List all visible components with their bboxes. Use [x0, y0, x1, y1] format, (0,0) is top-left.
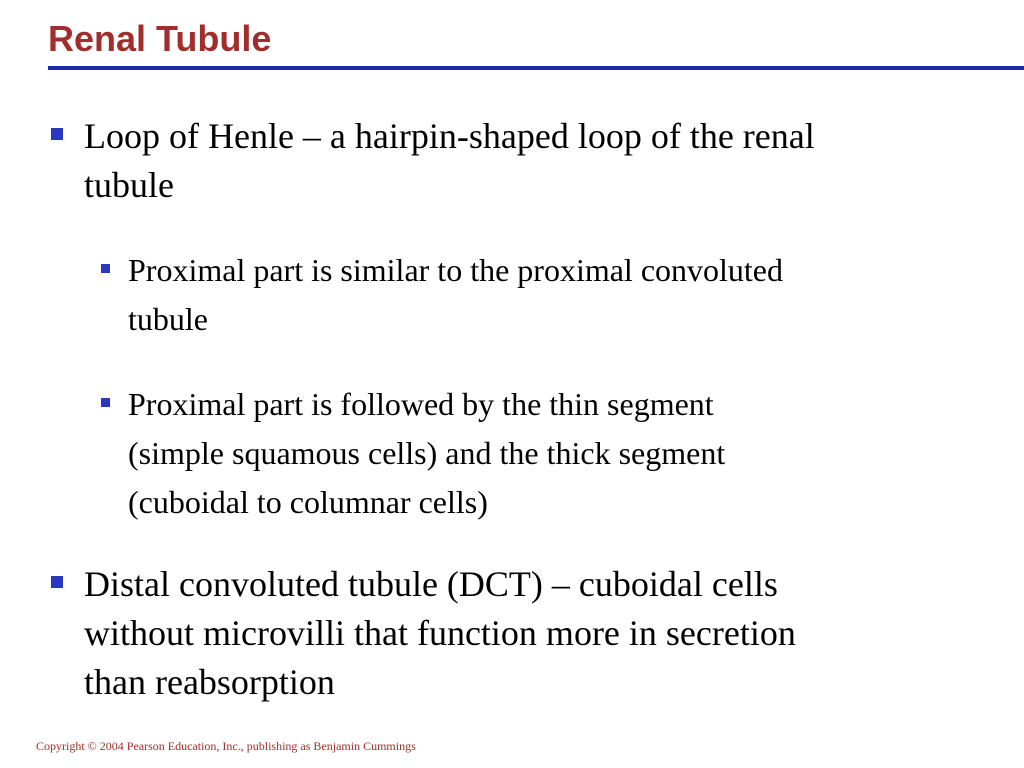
- bullet-line: tubule: [128, 301, 208, 337]
- bullet-line: than reabsorption: [84, 662, 335, 702]
- square-bullet-icon: [101, 264, 110, 273]
- bullet-loop-of-henle: [84, 112, 815, 210]
- square-bullet-icon: [51, 128, 63, 140]
- sub-bullet-proximal-followed: [128, 380, 725, 527]
- bullet-line: Proximal part is followed by the thin segment: [128, 386, 714, 422]
- sub-bullet-proximal-similar: [128, 246, 783, 344]
- bullet-line: Loop of Henle – a hairpin-shaped loop of the renal: [84, 116, 815, 156]
- bullet-line: (simple squamous cells) and the thick segment: [128, 435, 726, 471]
- bullet-line: tubule: [84, 165, 174, 205]
- bullet-line: Proximal part is similar to the proximal convoluted: [128, 252, 783, 288]
- bullet-line: Distal convoluted tubule (DCT) – cuboidal cells: [84, 564, 778, 604]
- title-divider: [48, 66, 1024, 70]
- slide-title: Renal Tubule: [48, 18, 272, 59]
- square-bullet-icon: [101, 398, 110, 407]
- copyright-footer: Copyright © 2004 Pearson Education, Inc., publishing as Benjamin Cummings: [36, 739, 416, 753]
- bullet-line: (cuboidal to columnar cells): [128, 484, 488, 520]
- bullet-line: without microvilli that function more in secretion: [84, 613, 796, 653]
- bullet-distal-convoluted-tubule: [84, 560, 796, 707]
- square-bullet-icon: [51, 576, 63, 588]
